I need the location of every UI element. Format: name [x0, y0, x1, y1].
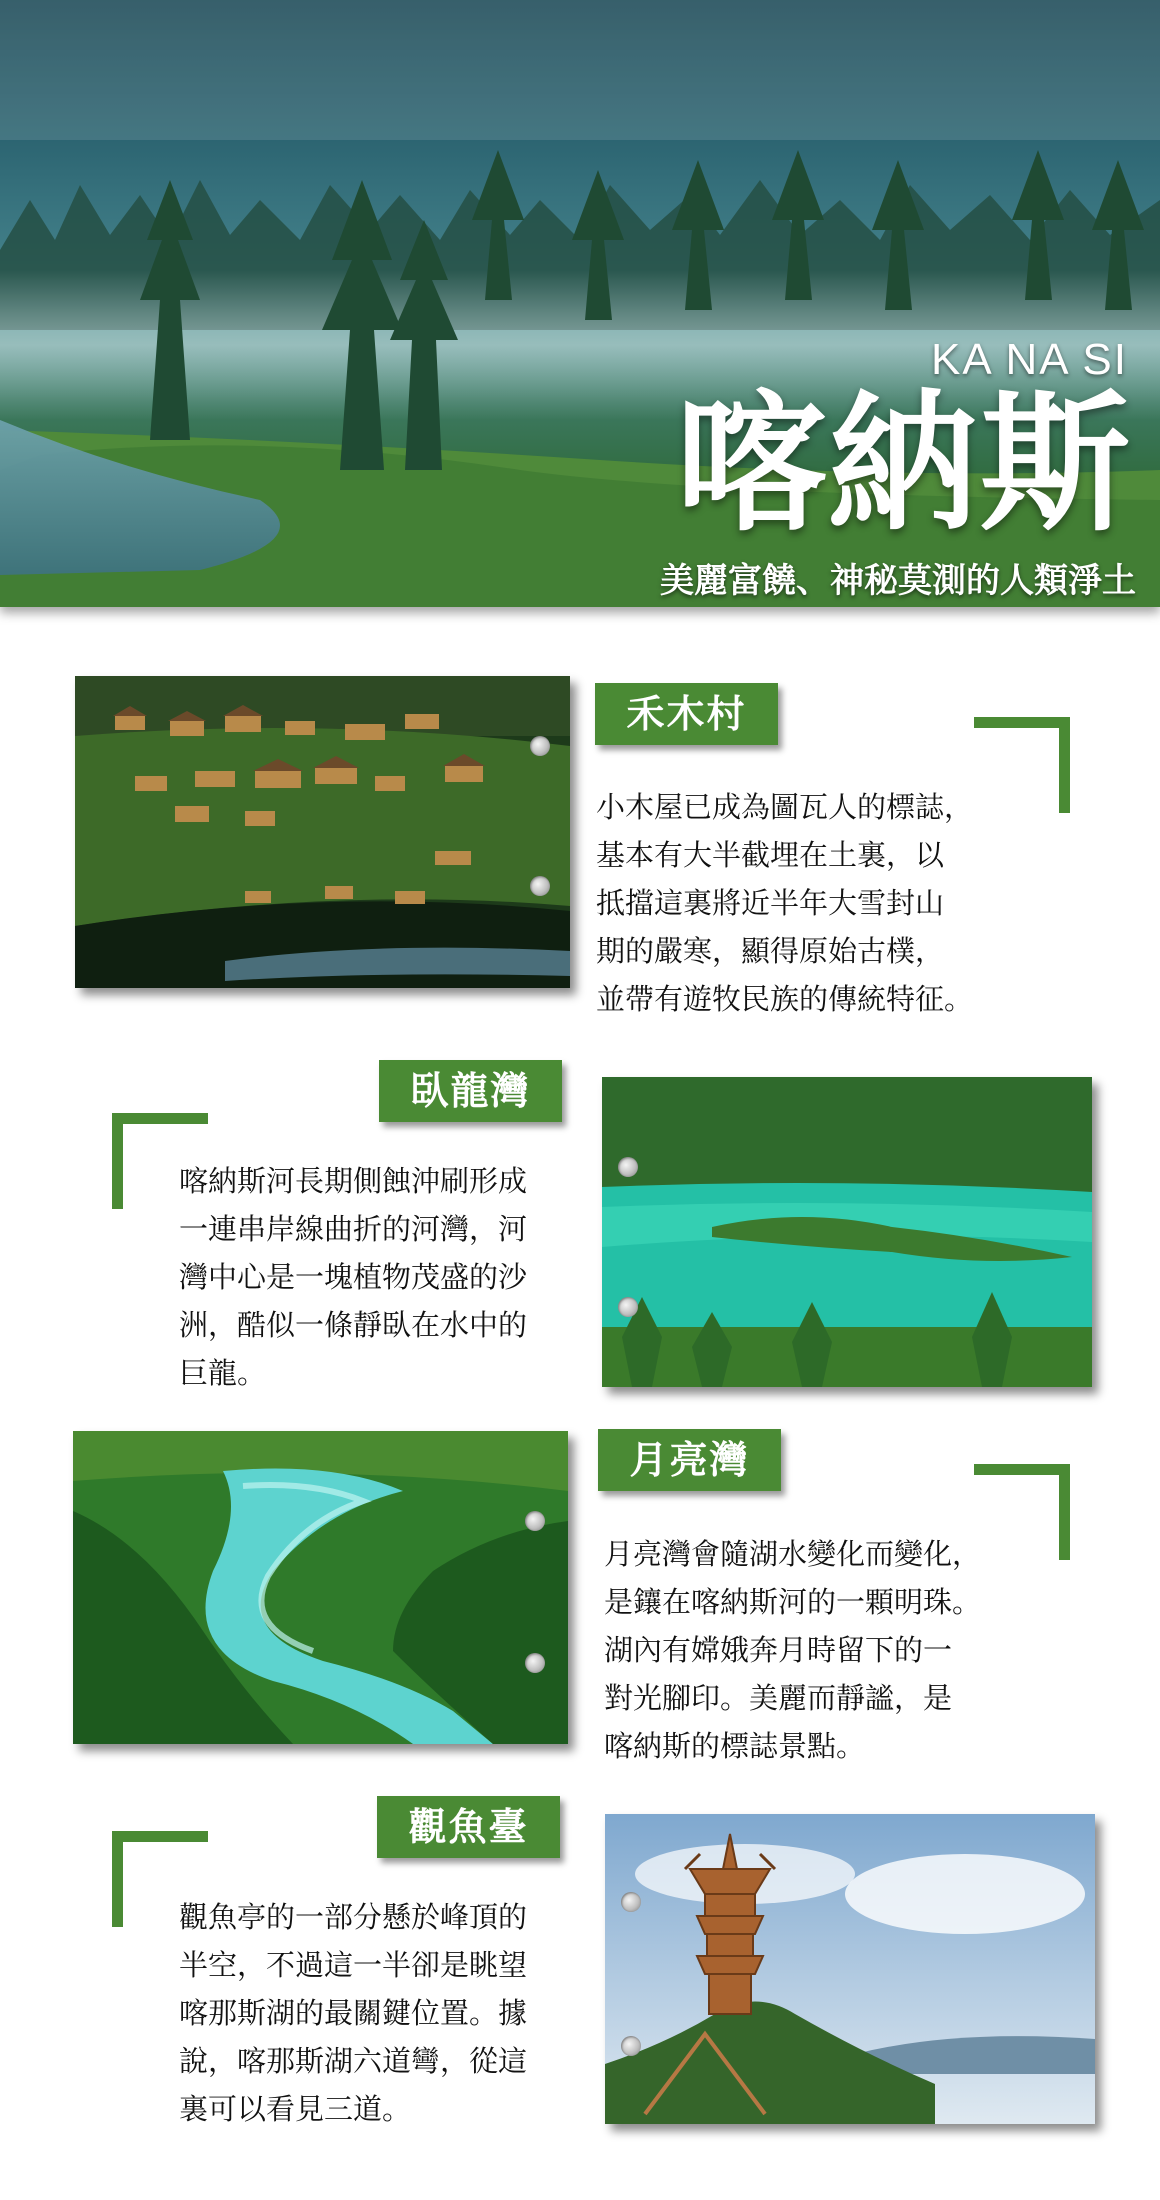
hero-tagline: 美麗富饒、神秘莫測的人類淨土	[660, 561, 1136, 601]
section-tag-hemu-village: 禾木村	[595, 683, 778, 745]
section-tag-fish-watching-platform: 觀魚臺	[377, 1796, 560, 1858]
photo-punch-hole-icon	[530, 736, 550, 756]
description-line: 抵擋這裏將近半年大雪封山	[596, 886, 945, 920]
photo-punch-hole-icon	[618, 1297, 638, 1317]
photo-punch-hole-icon	[525, 1653, 545, 1673]
description-line: 觀魚亭的一部分懸於峰頂的	[179, 1900, 528, 1934]
description-line: 喀納斯的標誌景點。	[604, 1729, 866, 1763]
photo-punch-hole-icon	[618, 1157, 638, 1177]
description-line: 湖內有嫦娥奔月時留下的一	[604, 1633, 953, 1667]
description-line: 巨龍。	[179, 1356, 267, 1390]
description-line: 半空，不過這一半卻是眺望	[179, 1948, 528, 1982]
description-fish-watching-platform	[179, 1893, 599, 2133]
photo-punch-hole-icon	[621, 2036, 641, 2056]
hero-subtitle-english: KA NA SI	[931, 335, 1128, 384]
description-line: 灣中心是一塊植物茂盛的沙	[179, 1260, 528, 1294]
description-line: 並帶有遊牧民族的傳統特征。	[596, 982, 974, 1016]
description-line: 基本有大半截埋在土裏，以	[596, 838, 945, 872]
photo-punch-hole-icon	[621, 1892, 641, 1912]
hero-title: 喀納斯	[675, 378, 1132, 552]
description-line: 喀那斯湖的最關鍵位置。據	[179, 1996, 528, 2030]
photo-punch-hole-icon	[530, 876, 550, 896]
photo-punch-hole-icon	[525, 1511, 545, 1531]
description-line: 對光腳印。美麗而靜謐，是	[604, 1681, 953, 1715]
photo-hemu-village	[75, 676, 570, 988]
hero-banner	[0, 0, 1160, 607]
description-line: 說，喀那斯湖六道彎，從這	[179, 2044, 528, 2078]
section-tag-wolong-bay: 臥龍灣	[379, 1060, 562, 1122]
description-line: 裏可以看見三道。	[179, 2092, 412, 2126]
description-moon-bay	[604, 1530, 1024, 1770]
description-wolong-bay	[179, 1157, 599, 1397]
description-line: 期的嚴寒，顯得原始古樸，	[596, 934, 945, 968]
description-line: 小木屋已成為圖瓦人的標誌，	[596, 790, 974, 824]
description-line: 一連串岸線曲折的河灣，河	[179, 1212, 528, 1246]
photo-fish-watching-platform	[605, 1814, 1095, 2124]
description-line: 喀納斯河長期側蝕沖刷形成	[179, 1164, 528, 1198]
description-line: 洲，酷似一條靜臥在水中的	[179, 1308, 528, 1342]
description-hemu-village	[596, 783, 1016, 1023]
section-tag-moon-bay: 月亮灣	[598, 1429, 781, 1491]
photo-wolong-bay	[602, 1077, 1092, 1387]
description-line: 月亮灣會隨湖水變化而變化，	[604, 1537, 982, 1571]
photo-moon-bay	[73, 1431, 568, 1744]
description-line: 是鑲在喀納斯河的一顆明珠。	[604, 1585, 982, 1619]
